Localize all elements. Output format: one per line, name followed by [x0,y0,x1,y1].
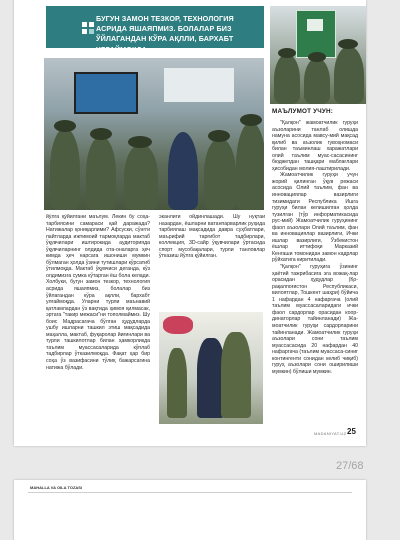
article-header [46,6,264,54]
article-column-1 [46,214,150,428]
next-page-magazine-title: MAHALLA VA OILA TOZASI [30,485,83,490]
magazine-page [14,0,366,446]
article-paragraph: эканлиги ойдинлашади. Шу нуқтаи назардан, ёшларни ватанпарварлик руҳида тарбиялаш мақсадида давра суҳбатлари, маърифий тарғибот тадбирлари, коллекция, 3D-сайр ўқувчилари ўртасида спорт мусобақалари, турли танловлар ўтказиш йўлга қўйилган. [159,214,265,260]
next-magazine-page[interactable] [14,480,366,540]
page-number: 25 [347,427,356,436]
article-title: БУГУН ЗАМОН ТЕЗКОР, ТЕХНОЛОГИЯ АСРИДА ЯШАЯПМИЗ. БОЛАЛАР БИЗ ЎЙЛАГАНДАН КЎРА АҚЛЛИ, БАРХАБТ УЛҒАЙМОҚДА [96,14,234,54]
next-page-divider [28,492,352,493]
grid-logo-icon [82,22,94,34]
sidebar-text [272,120,358,426]
sidebar-paragraph: Жамоатчилик гуруҳи учун жорий қилинган ўқув режаси асосида Олий таълим, фан ва инновациялар вазирлиги тизимидаги Республика Ишга гуруҳи билан келишилган ҳолда тузилган (тўр информатикасида рус-мий) Жамоатчилик гуруҳининг фаол аъзолари Олий таълим, фан ва инновациялар вазирлиги, Ички ишлар вазирлиги, Ўзбекистон ёшлар иттифоқи Марказий Кенгаши томонидан замон кадрлар рўйхатига киритилади. [272,172,358,264]
article-column-2 [159,214,265,304]
page-counter: 27/68 [336,460,364,472]
article-paragraph: йўлга қўйилгани маълум. Лекин бу соҳа-тарбиясини самараси қай даражада? Натижалар қониқарлими? Афсуски, сўнгги пайтларда ижтимоий тармоқларда мактаб ўқувчилари иштирокида аудиторияда ўқувчиларнинг олдида ота-оналарга ҳеч кимда ҳеч нарсага ишониши мумкин бўлмаган ҳолда ўзини тутишлари кўрсатиб ўтилмоқда. Мактаб ўқувчиси деганда, кўз олдимизга сумка кўтарган ёш бола келади. Холбуки, бугун замон тезкор, технология асрида яшаяпмиз, болалар биз ўйлагандан кўра ақлли, бархабт улғаймоқда. Уларни турли маънавий қатламлардан ўз вақтида ҳимоя қилмасак, эртага "такир межаси"ни тополмаймиз. Шу боис Мадрасагача бўлган ҳудудларда ушбу ишларни ташкил этиш мақсадида маҳалла, мактаб, фуқаролар йиғинлари ва турли ташкилотлар билан ҳамкорликда таълим муассасаларида кўплаб тадбирлар ўтказилмоқда. Фақат ҳар бир соҳа ўз вазифасини тўлиқ бажарсагина натижа бўлади. [46,214,150,371]
sidebar-heading: МАЪЛУМОТ УЧУН: [272,108,334,115]
footer-site: MADANIYAT.UZ [314,431,347,436]
award-photo [159,312,263,424]
officers-photo [270,6,366,104]
sidebar-paragraph: "Қалқон" жамоатчилик гуруҳи аъзоларини танлаб олишда намуна асосида мавсу-мий мақсад қилиб ва аъзолик гувоҳномаси билан таъминлаш харажатлари олий таълим муас-сасасининг бюджетдан ташқари маблағлари ҳисобидан молия-лаштирилади. [272,120,358,172]
sidebar-paragraph: "Қалқон" гуруҳига ўзининг ҳаётий тажрибасига эга вожақ-лар орасидан ҳудудлар (Қо-рақалпоғистон Республикаси, вилоятлар, Тошкент шаҳри) бўйича 1 нафардан 4 нафаргача (олий таълим муассасаларидаги ички фаол сардорлар орасидан коор-динаторлар тайинланади) Жа-моатчилик гуруҳи сардорларини тайинланади. Жамоатчилик гуруҳи аъзолари сони таълим муассасасида 20 нафардан 40 нафаргача (таълим муассаса-синиг контингенти сонидан келиб чиқиб) гуруҳ аъзолари сони оширилиши мумкин) бўлиши мумкин. [272,264,358,375]
classroom-photo [44,58,264,210]
